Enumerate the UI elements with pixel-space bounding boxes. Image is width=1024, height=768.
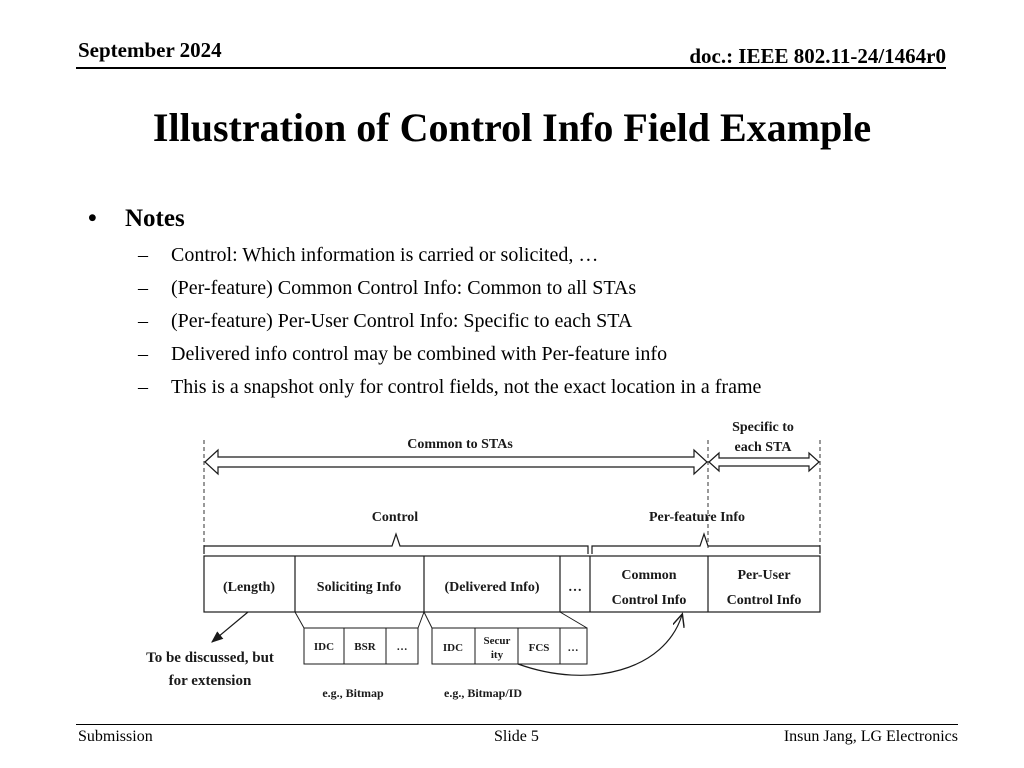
footer-slide-number: Slide 5 bbox=[494, 728, 539, 745]
dash-marker: – bbox=[138, 376, 148, 398]
field-peruser-line2: Control Info bbox=[726, 593, 802, 608]
label-specific-line1: Specific to bbox=[732, 420, 794, 435]
label-specific-line2: each STA bbox=[734, 440, 792, 455]
label-per-feature-info: Per-feature Info bbox=[648, 510, 746, 525]
brace-per-feature-info bbox=[592, 534, 820, 554]
footer-author: Insun Jang, LG Electronics bbox=[783, 728, 958, 745]
expand-line bbox=[560, 612, 587, 628]
dash-marker: – bbox=[138, 343, 148, 365]
footer-submission: Submission bbox=[78, 728, 153, 745]
sub-security-line1: Secur bbox=[483, 635, 511, 647]
note-line1: To be discussed, but bbox=[146, 650, 274, 666]
field-common-line2: Control Info bbox=[611, 593, 687, 608]
arrow-to-note bbox=[212, 612, 248, 642]
expand-line bbox=[424, 612, 432, 628]
sub-ellipsis: … bbox=[567, 642, 579, 654]
note-line2: for extension bbox=[168, 673, 252, 689]
bullet-dot: • bbox=[88, 205, 97, 232]
field-delivered-info: (Delivered Info) bbox=[444, 580, 540, 595]
sub-idc: IDC bbox=[313, 641, 335, 653]
sub-bullet-text: Control: Which information is carried or solicited, … bbox=[171, 244, 599, 266]
field-common-line1: Common bbox=[621, 568, 677, 583]
field-ellipsis: … bbox=[568, 580, 582, 595]
sub-ellipsis: … bbox=[396, 641, 408, 653]
bullet-notes-label: Notes bbox=[125, 205, 185, 232]
header-doc-id: doc.: IEEE 802.11-24/1464r0 bbox=[689, 44, 946, 68]
dash-marker: – bbox=[138, 244, 148, 266]
expand-line bbox=[295, 612, 304, 628]
field-peruser-line1: Per-User bbox=[737, 568, 791, 583]
header-rule bbox=[76, 67, 946, 69]
field-soliciting-info: Soliciting Info bbox=[316, 580, 402, 595]
sub-bullet-text: This is a snapshot only for control fields, not the exact location in a frame bbox=[171, 376, 762, 398]
control-info-diagram bbox=[120, 410, 840, 710]
sub-security-line2: ity bbox=[490, 649, 504, 661]
field-length: (Length) bbox=[222, 580, 276, 595]
brace-control bbox=[204, 534, 588, 554]
label-control: Control bbox=[371, 510, 419, 525]
sub-bullet-text: Delivered info control may be combined with Per-feature info bbox=[171, 343, 668, 365]
footer-rule bbox=[76, 724, 958, 725]
sub-fcs: FCS bbox=[528, 642, 550, 654]
eg-bitmap: e.g., Bitmap bbox=[322, 686, 384, 700]
header-date: September 2024 bbox=[78, 38, 222, 62]
arrow-specific-each-sta bbox=[709, 453, 819, 471]
eg-bitmap-id: e.g., Bitmap/ID bbox=[444, 686, 522, 700]
dash-marker: – bbox=[138, 310, 148, 332]
sub-bsr: BSR bbox=[354, 641, 376, 653]
dash-marker: – bbox=[138, 277, 148, 299]
sub-bullet-text: (Per-feature) Common Control Info: Common to all STAs bbox=[171, 277, 637, 299]
label-common-to-stas: Common to STAs bbox=[407, 437, 513, 452]
sub-bullet-text: (Per-feature) Per-User Control Info: Specific to each STA bbox=[171, 310, 633, 332]
slide-title: Illustration of Control Info Field Example bbox=[152, 105, 872, 150]
expand-line bbox=[418, 612, 424, 628]
sub-idc: IDC bbox=[442, 642, 464, 654]
arrow-common-to-stas bbox=[205, 450, 707, 474]
